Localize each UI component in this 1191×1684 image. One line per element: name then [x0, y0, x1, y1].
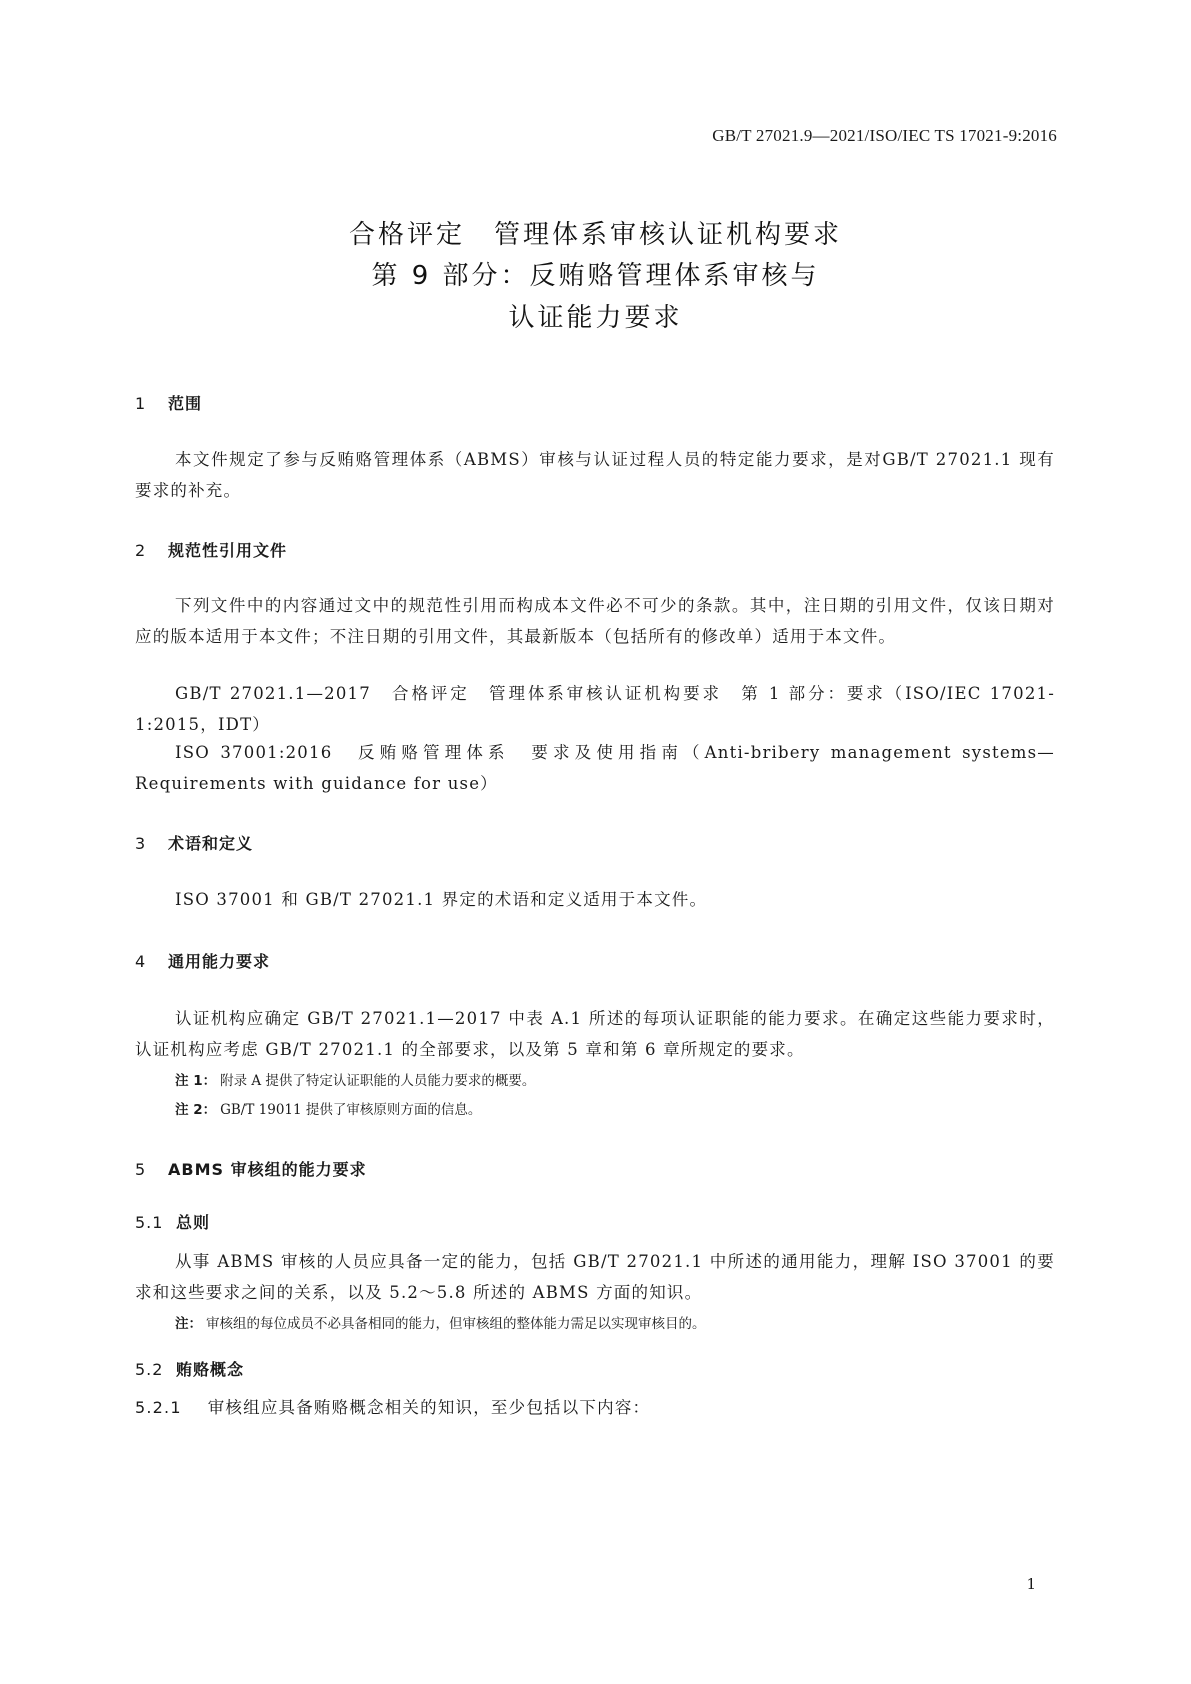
section-number: 5.1 — [135, 1213, 164, 1232]
section-title: 总则 — [176, 1213, 211, 1232]
clause-text: 审核组应具备贿赂概念相关的知识，至少包括以下内容： — [207, 1398, 651, 1417]
section-title: 通用能力要求 — [168, 952, 271, 971]
document-code: GB/T 27021.9—2021/ISO/IEC TS 17021-9:2016 — [712, 126, 1057, 145]
section-5-1-heading — [135, 1210, 210, 1233]
section-4-heading — [135, 949, 270, 972]
page-number: 1 — [1026, 1575, 1036, 1593]
section-number: 3 — [135, 834, 147, 853]
section-number: 5.2 — [135, 1360, 164, 1379]
section-5-heading — [135, 1157, 367, 1180]
section-2-heading — [135, 538, 287, 561]
note-text: GB/T 19011 提供了审核原则方面的信息。 — [220, 1102, 482, 1118]
section-3-heading — [135, 831, 253, 854]
note-label: 注： — [175, 1316, 202, 1332]
title-line-2: 第 9 部分：反贿赂管理体系审核与 — [371, 261, 820, 291]
section-title: 贿赂概念 — [176, 1360, 245, 1379]
section-5-1-paragraph: 从事 ABMS 审核的人员应具备一定的能力，包括 GB/T 27021.1 中所述的通用能力，理解 ISO 37001 的要求和这些要求之间的关系，以及 5.2～5.8 所述的 ABMS 方面的知识。 — [135, 1252, 1055, 1302]
section-1-paragraph: 本文件规定了参与反贿赂管理体系（ABMS）审核与认证过程人员的特定能力要求，是对GB/T 27021.1 现有要求的补充。 — [135, 450, 1055, 500]
note-2 — [175, 1099, 1055, 1121]
section-5-1-note — [175, 1313, 1055, 1335]
section-5-2-heading — [135, 1357, 244, 1380]
note-text: 审核组的每位成员不必具备相同的能力，但审核组的整体能力需足以实现审核目的。 — [206, 1316, 706, 1332]
section-title: ABMS 审核组的能力要求 — [168, 1160, 367, 1179]
section-5-2-1-paragraph — [135, 1392, 1055, 1423]
section-number: 1 — [135, 394, 147, 413]
note-label: 注 1： — [175, 1073, 217, 1089]
section-number: 5 — [135, 1160, 147, 1179]
title-line-3: 认证能力要求 — [508, 303, 683, 333]
section-number: 4 — [135, 952, 147, 971]
section-title: 术语和定义 — [168, 834, 254, 853]
section-title: 规范性引用文件 — [168, 541, 288, 560]
normative-reference-2: ISO 37001:2016 反贿赂管理体系 要求及使用指南（Anti-bribery management systems—Requirements with guidance for use） — [135, 743, 1055, 793]
clause-number: 5.2.1 — [135, 1398, 182, 1417]
normative-reference-1: GB/T 27021.1—2017 合格评定 管理体系审核认证机构要求 第 1 部分：要求（ISO/IEC 17021-1:2015，IDT） — [135, 684, 1055, 734]
note-1 — [175, 1070, 1055, 1092]
section-3-paragraph: ISO 37001 和 GB/T 27021.1 界定的术语和定义适用于本文件。 — [175, 890, 708, 909]
section-number: 2 — [135, 541, 147, 560]
title-line-1: 合格评定 管理体系审核认证机构要求 — [348, 220, 842, 250]
section-title: 范围 — [168, 394, 203, 413]
section-1-heading — [135, 391, 202, 414]
section-4-paragraph: 认证机构应确定 GB/T 27021.1—2017 中表 A.1 所述的每项认证职能的能力要求。在确定这些能力要求时，认证机构应考虑 GB/T 27021.1 的全部要求，以及第 5 章和第 6 章所规定的要求。 — [135, 1009, 1055, 1059]
note-label: 注 2： — [175, 1102, 217, 1118]
section-2-paragraph: 下列文件中的内容通过文中的规范性引用而构成本文件必不可少的条款。其中，注日期的引用文件，仅该日期对应的版本适用于本文件；不注日期的引用文件，其最新版本（包括所有的修改单）适用于本文件。 — [135, 596, 1055, 646]
note-text: 附录 A 提供了特定认证职能的人员能力要求的概要。 — [220, 1073, 536, 1089]
